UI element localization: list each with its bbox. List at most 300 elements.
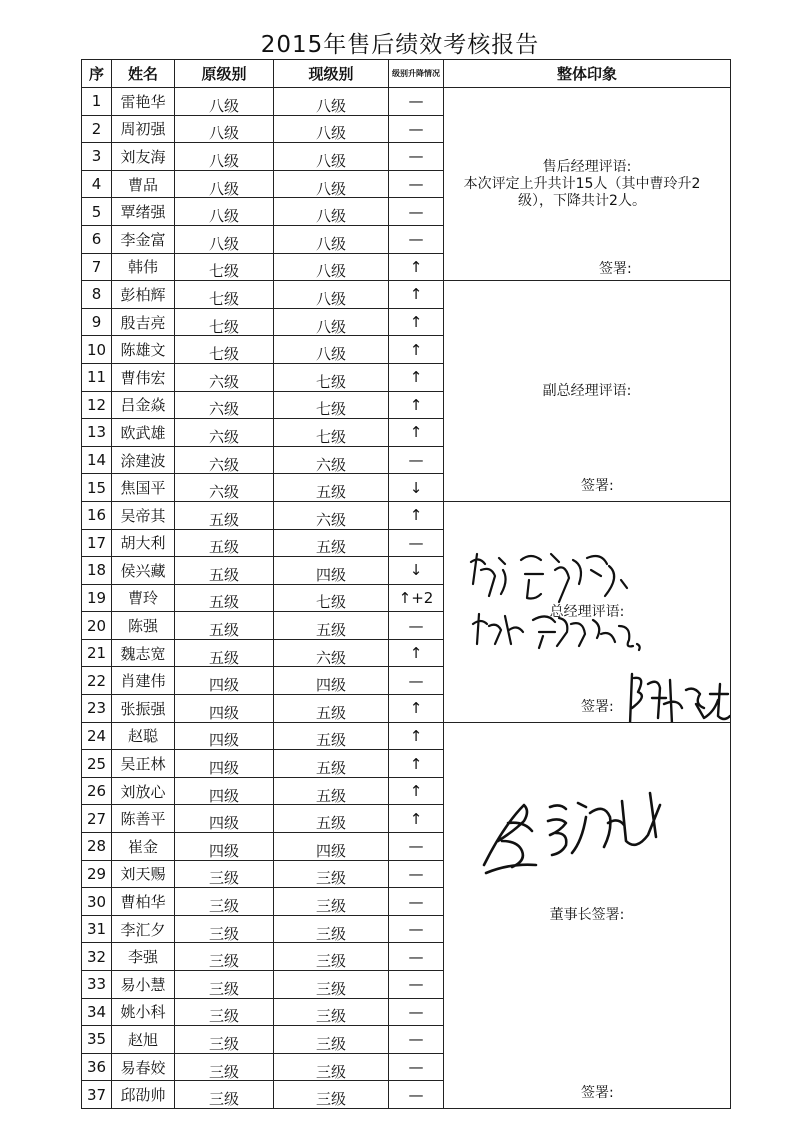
row-orig-level [175, 1053, 274, 1081]
row-curr-level-text: 八级 [315, 262, 346, 281]
row-name-text: 邱劭帅 [120, 1086, 166, 1105]
row-level-change-text: ↑ [409, 395, 423, 414]
row-orig-level [175, 281, 274, 309]
row-name [112, 446, 175, 474]
row-curr-level-text: 八级 [315, 179, 346, 198]
row-name-text: 曹伟宏 [120, 368, 166, 387]
row-orig-level-text: 三级 [208, 952, 239, 971]
row-level-change-text: ↑ [409, 257, 423, 276]
report-title: 2015年售后绩效考核报告 [260, 32, 540, 58]
row-level-change-text: ↑ [409, 726, 423, 745]
row-level-change-text: — [408, 147, 424, 166]
row-level-change [389, 833, 444, 861]
row-seq-text: 16 [86, 506, 107, 525]
remark-gm [444, 501, 731, 722]
row-level-change-text: — [408, 1002, 424, 1021]
row-curr-level [274, 419, 389, 447]
row-curr-level-text: 三级 [315, 979, 346, 998]
row-level-change [389, 695, 444, 723]
remark-chairman [444, 722, 731, 1108]
row-curr-level-text: 三级 [315, 869, 346, 888]
row-level-change [389, 143, 444, 171]
remark-heading: 董事长签署: [549, 907, 625, 924]
row-orig-level [175, 88, 274, 116]
row-seq [82, 750, 112, 778]
row-level-change-text: ↓ [409, 561, 423, 580]
row-orig-level-text: 八级 [208, 151, 239, 170]
row-curr-level [274, 1053, 389, 1081]
row-level-change-text: ↑ [409, 809, 423, 828]
row-seq [82, 363, 112, 391]
row-seq-text: 8 [91, 285, 102, 304]
row-name [112, 363, 175, 391]
row-name [112, 915, 175, 943]
row-name [112, 833, 175, 861]
row-seq [82, 281, 112, 309]
row-orig-level-text: 五级 [208, 593, 239, 612]
row-orig-level-text: 三级 [208, 897, 239, 916]
gm-signature [624, 664, 731, 723]
row-curr-level [274, 170, 389, 198]
row-level-change [389, 391, 444, 419]
row-name-text: 雷艳华 [120, 92, 166, 111]
row-level-change [389, 501, 444, 529]
row-seq [82, 612, 112, 640]
row-curr-level-text: 八级 [315, 151, 346, 170]
row-curr-level [274, 833, 389, 861]
row-seq-text: 21 [86, 644, 107, 663]
row-curr-level-text: 八级 [315, 96, 346, 115]
row-level-change-text: ↑ [409, 699, 423, 718]
row-level-change-text: ↑ [409, 754, 423, 773]
row-seq-text: 29 [86, 864, 107, 883]
row-seq [82, 639, 112, 667]
row-orig-level [175, 143, 274, 171]
row-curr-level-text: 六级 [315, 510, 346, 529]
row-seq-text: 15 [86, 478, 107, 497]
row-curr-level [274, 198, 389, 226]
row-name [112, 501, 175, 529]
row-orig-level-text: 四级 [208, 786, 239, 805]
row-name-text: 魏志宽 [120, 644, 166, 663]
row-curr-level-text: 三级 [315, 1007, 346, 1026]
row-seq [82, 446, 112, 474]
row-curr-level [274, 998, 389, 1026]
row-orig-level-text: 三级 [208, 869, 239, 888]
row-name-text: 刘友海 [120, 147, 166, 166]
row-seq-text: 10 [86, 340, 107, 359]
row-name-text: 覃绪强 [120, 203, 166, 222]
row-name-text: 张振强 [120, 699, 166, 718]
row-seq-text: 25 [86, 754, 107, 773]
row-level-change-text: — [408, 975, 424, 994]
row-level-change-text: — [408, 230, 424, 249]
row-level-change [389, 1053, 444, 1081]
row-curr-level [274, 336, 389, 364]
row-orig-level [175, 363, 274, 391]
row-seq [82, 170, 112, 198]
row-curr-level-text: 三级 [315, 952, 346, 971]
remark-heading: 总经理评语: [549, 603, 625, 620]
row-name [112, 750, 175, 778]
row-curr-level-text: 四级 [315, 565, 346, 584]
row-seq [82, 1081, 112, 1109]
row-curr-level [274, 777, 389, 805]
row-level-change [389, 915, 444, 943]
row-curr-level [274, 612, 389, 640]
row-curr-level-text: 五级 [315, 786, 346, 805]
row-name [112, 419, 175, 447]
row-orig-level [175, 695, 274, 723]
row-curr-level-text: 三级 [315, 924, 346, 943]
row-seq-text: 9 [91, 313, 102, 332]
row-orig-level [175, 308, 274, 336]
row-seq [82, 971, 112, 999]
row-orig-level-text: 五级 [208, 621, 239, 640]
header-curr-level: 现级别 [274, 60, 389, 88]
header-impression: 整体印象 [444, 60, 731, 88]
row-name [112, 612, 175, 640]
row-curr-level-text: 五级 [315, 731, 346, 750]
remark-body: 本次评定上升共计15人（其中曹玲升2级），下降共计2人。 [463, 176, 701, 210]
header-name: 姓名 [112, 60, 175, 88]
row-name-text: 周初强 [120, 120, 166, 139]
row-seq [82, 777, 112, 805]
row-curr-level [274, 1081, 389, 1109]
row-orig-level-text: 六级 [208, 372, 239, 391]
gm-handwritten-comment [459, 540, 659, 660]
row-orig-level-text: 七级 [208, 345, 239, 364]
row-level-change-text: ↑+2 [398, 588, 434, 607]
row-name-text: 韩伟 [127, 258, 158, 277]
row-orig-level-text: 八级 [208, 96, 239, 115]
row-seq [82, 860, 112, 888]
row-orig-level [175, 391, 274, 419]
header-seq: 序 [82, 60, 112, 88]
row-orig-level [175, 888, 274, 916]
row-level-change-text: — [408, 616, 424, 635]
row-seq-text: 23 [86, 699, 107, 718]
row-name-text: 侯兴藏 [120, 561, 166, 580]
row-name [112, 971, 175, 999]
row-curr-level [274, 557, 389, 585]
row-name-text: 吴正林 [120, 755, 166, 774]
sign-label: 签署: [581, 477, 614, 494]
row-level-change-text: — [408, 92, 424, 111]
row-level-change [389, 474, 444, 502]
row-orig-level [175, 777, 274, 805]
row-seq-text: 31 [86, 920, 107, 939]
row-name [112, 805, 175, 833]
row-level-change [389, 1026, 444, 1054]
row-curr-level [274, 501, 389, 529]
row-curr-level [274, 584, 389, 612]
row-curr-level [274, 722, 389, 750]
row-curr-level [274, 943, 389, 971]
row-seq-text: 19 [86, 588, 107, 607]
row-curr-level-text: 五级 [315, 814, 346, 833]
row-seq [82, 419, 112, 447]
row-name [112, 225, 175, 253]
row-name-text: 易小慧 [120, 975, 166, 994]
row-seq [82, 805, 112, 833]
row-orig-level-text: 四级 [208, 731, 239, 750]
row-name-text: 姚小科 [120, 1003, 166, 1022]
row-curr-level-text: 五级 [315, 703, 346, 722]
row-curr-level [274, 639, 389, 667]
row-orig-level-text: 六级 [208, 483, 239, 502]
row-orig-level [175, 501, 274, 529]
row-level-change-text: — [408, 1085, 424, 1104]
row-level-change-text: — [408, 892, 424, 911]
row-curr-level-text: 四级 [315, 676, 346, 695]
row-level-change [389, 750, 444, 778]
row-orig-level [175, 253, 274, 281]
row-name-text: 胡大利 [120, 534, 166, 553]
row-name [112, 557, 175, 585]
row-orig-level [175, 529, 274, 557]
row-seq-text: 11 [86, 368, 107, 387]
row-level-change [389, 225, 444, 253]
row-name-text: 吴帝其 [120, 506, 166, 525]
row-seq-text: 26 [86, 782, 107, 801]
row-orig-level-text: 五级 [208, 538, 239, 557]
row-seq [82, 336, 112, 364]
row-orig-level [175, 419, 274, 447]
table-row [82, 501, 731, 529]
row-orig-level [175, 915, 274, 943]
row-curr-level-text: 七级 [315, 372, 346, 391]
row-name-text: 曹品 [127, 175, 158, 194]
row-orig-level-text: 八级 [208, 234, 239, 253]
row-curr-level [274, 363, 389, 391]
row-curr-level [274, 115, 389, 143]
table-row [82, 88, 731, 116]
row-name [112, 529, 175, 557]
row-name-text: 焦国平 [120, 479, 166, 498]
row-level-change [389, 805, 444, 833]
remark-heading: 售后经理评语: [542, 159, 632, 176]
row-name [112, 1026, 175, 1054]
row-orig-level [175, 612, 274, 640]
row-seq-text: 5 [91, 202, 102, 221]
row-level-change [389, 336, 444, 364]
row-name [112, 170, 175, 198]
row-level-change-text: ↑ [409, 644, 423, 663]
row-name-text: 欧武雄 [120, 423, 166, 442]
row-curr-level [274, 915, 389, 943]
row-level-change [389, 198, 444, 226]
row-curr-level [274, 695, 389, 723]
row-curr-level [274, 225, 389, 253]
row-name [112, 667, 175, 695]
performance-table [81, 59, 731, 1109]
row-curr-level [274, 1026, 389, 1054]
row-name-text: 刘天赐 [120, 865, 166, 884]
row-name [112, 998, 175, 1026]
row-name [112, 115, 175, 143]
row-curr-level [274, 281, 389, 309]
row-orig-level [175, 943, 274, 971]
row-orig-level-text: 八级 [208, 207, 239, 226]
row-orig-level [175, 833, 274, 861]
row-orig-level-text: 四级 [208, 703, 239, 722]
row-level-change [389, 777, 444, 805]
row-seq-text: 28 [86, 837, 107, 856]
row-curr-level-text: 七级 [315, 400, 346, 419]
row-name [112, 1081, 175, 1109]
row-curr-level-text: 八级 [315, 289, 346, 308]
row-level-change-text: — [408, 837, 424, 856]
header-orig-level: 原级别 [175, 60, 274, 88]
row-orig-level [175, 198, 274, 226]
row-curr-level-text: 五级 [315, 759, 346, 778]
row-level-change [389, 888, 444, 916]
row-seq [82, 943, 112, 971]
row-name [112, 336, 175, 364]
row-level-change [389, 639, 444, 667]
header-row [82, 60, 731, 88]
row-seq-text: 3 [91, 147, 102, 166]
row-seq [82, 115, 112, 143]
row-level-change [389, 115, 444, 143]
remark-deputy [444, 281, 731, 502]
row-curr-level-text: 五级 [315, 538, 346, 557]
row-name-text: 陈雄文 [120, 341, 166, 360]
row-level-change-text: ↑ [409, 340, 423, 359]
row-seq [82, 1026, 112, 1054]
row-orig-level-text: 六级 [208, 455, 239, 474]
row-seq-text: 34 [86, 1002, 107, 1021]
row-curr-level [274, 88, 389, 116]
row-name-text: 陈善平 [120, 810, 166, 829]
row-level-change [389, 363, 444, 391]
row-name-text: 刘放心 [120, 782, 166, 801]
row-seq-text: 12 [86, 395, 107, 414]
row-curr-level-text: 八级 [315, 317, 346, 336]
row-orig-level [175, 557, 274, 585]
row-name [112, 198, 175, 226]
row-curr-level-text: 三级 [315, 1062, 346, 1081]
row-level-change-text: — [408, 920, 424, 939]
row-curr-level-text: 八级 [315, 124, 346, 143]
row-seq [82, 474, 112, 502]
row-level-change-text: ↑ [409, 313, 423, 332]
row-seq-text: 6 [91, 230, 102, 249]
row-orig-level [175, 170, 274, 198]
row-orig-level [175, 225, 274, 253]
row-orig-level [175, 474, 274, 502]
row-orig-level [175, 1026, 274, 1054]
row-seq [82, 501, 112, 529]
row-seq-text: 20 [86, 616, 107, 635]
row-level-change [389, 446, 444, 474]
row-orig-level-text: 七级 [208, 262, 239, 281]
sign-label: 签署: [581, 1084, 614, 1101]
row-curr-level-text: 七级 [315, 593, 346, 612]
row-level-change [389, 1081, 444, 1109]
row-level-change-text: — [408, 533, 424, 552]
row-seq-text: 1 [91, 92, 102, 111]
row-level-change [389, 860, 444, 888]
row-curr-level-text: 三级 [315, 897, 346, 916]
row-orig-level [175, 584, 274, 612]
row-orig-level-text: 四级 [208, 676, 239, 695]
row-name [112, 860, 175, 888]
row-curr-level-text: 三级 [315, 1090, 346, 1109]
row-name [112, 584, 175, 612]
row-name [112, 888, 175, 916]
row-orig-level [175, 860, 274, 888]
row-seq-text: 30 [86, 892, 107, 911]
row-orig-level-text: 四级 [208, 759, 239, 778]
row-seq [82, 198, 112, 226]
row-curr-level [274, 143, 389, 171]
row-level-change [389, 308, 444, 336]
row-level-change [389, 253, 444, 281]
row-level-change-text: — [408, 202, 424, 221]
row-name-text: 崔金 [127, 837, 158, 856]
row-level-change-text: ↓ [409, 478, 423, 497]
row-curr-level [274, 391, 389, 419]
row-name [112, 391, 175, 419]
row-curr-level [274, 888, 389, 916]
row-name-text: 李金富 [120, 230, 166, 249]
row-seq-text: 33 [86, 975, 107, 994]
row-name-text: 易春姣 [120, 1058, 166, 1077]
row-curr-level [274, 971, 389, 999]
row-curr-level [274, 446, 389, 474]
row-level-change-text: — [408, 451, 424, 470]
row-level-change [389, 612, 444, 640]
row-orig-level-text: 四级 [208, 814, 239, 833]
row-seq-text: 35 [86, 1030, 107, 1049]
row-seq [82, 915, 112, 943]
row-name-text: 赵旭 [127, 1030, 158, 1049]
row-level-change-text: — [408, 671, 424, 690]
row-orig-level [175, 805, 274, 833]
row-name [112, 695, 175, 723]
row-level-change [389, 998, 444, 1026]
row-name [112, 943, 175, 971]
row-orig-level-text: 五级 [208, 565, 239, 584]
row-level-change [389, 971, 444, 999]
row-level-change-text: — [408, 1058, 424, 1077]
row-name [112, 722, 175, 750]
row-level-change-text: ↑ [409, 782, 423, 801]
row-orig-level [175, 750, 274, 778]
row-orig-level-text: 七级 [208, 289, 239, 308]
row-seq [82, 1053, 112, 1081]
row-seq-text: 4 [91, 175, 102, 194]
row-curr-level [274, 253, 389, 281]
row-level-change [389, 170, 444, 198]
row-orig-level-text: 三级 [208, 1062, 239, 1081]
row-level-change [389, 88, 444, 116]
row-seq [82, 391, 112, 419]
row-curr-level-text: 三级 [315, 1034, 346, 1053]
row-level-change-text: ↑ [409, 368, 423, 387]
row-level-change-text: — [408, 947, 424, 966]
row-seq [82, 833, 112, 861]
row-orig-level [175, 115, 274, 143]
row-orig-level [175, 667, 274, 695]
row-curr-level [274, 667, 389, 695]
row-curr-level-text: 八级 [315, 345, 346, 364]
row-name-text: 李汇夕 [120, 920, 166, 939]
row-name-text: 彭柏辉 [120, 285, 166, 304]
row-curr-level [274, 750, 389, 778]
